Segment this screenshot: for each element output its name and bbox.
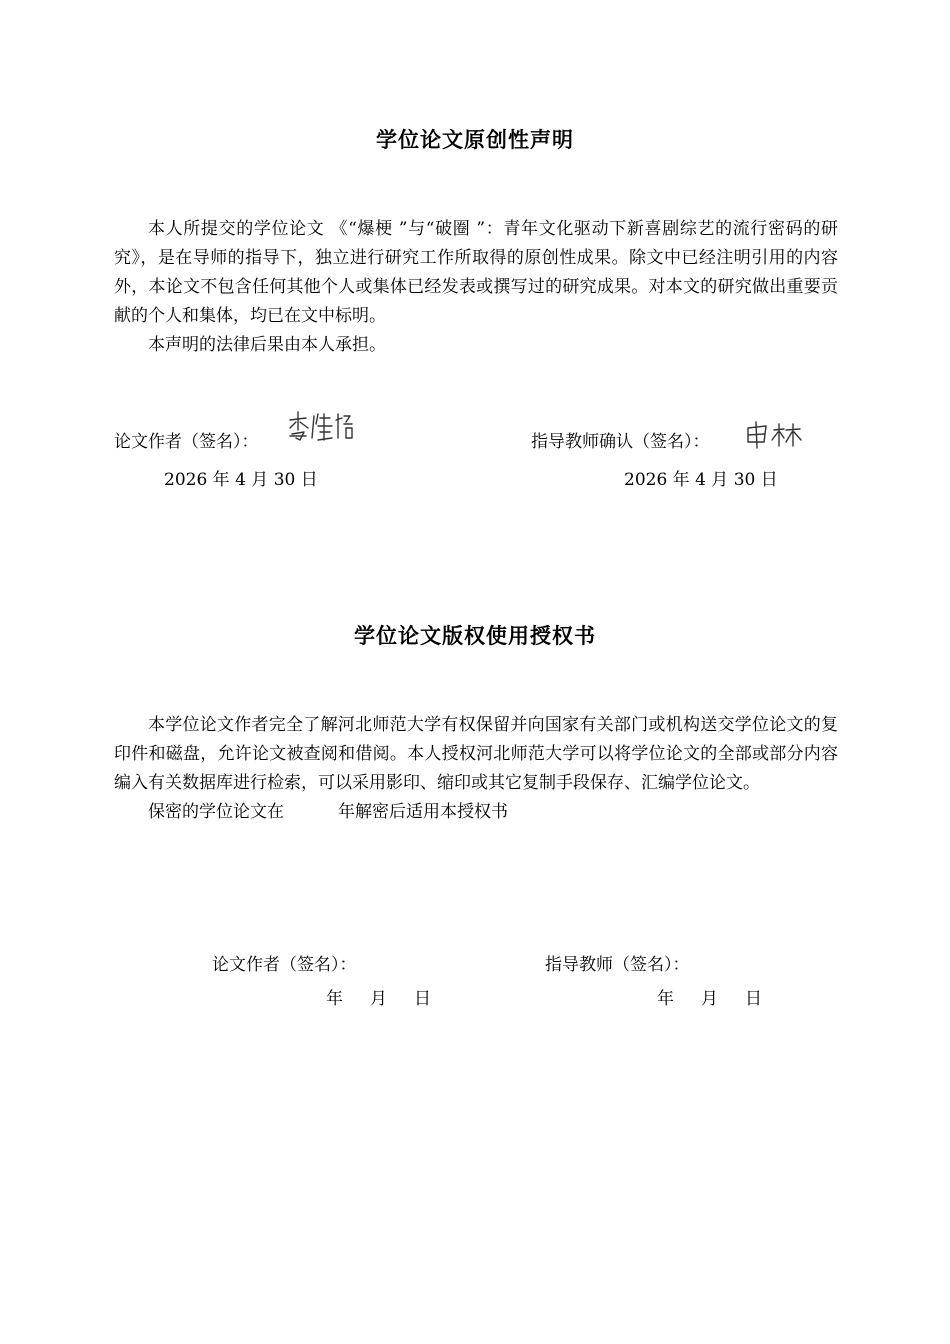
originality-body bbox=[114, 215, 838, 360]
copyright-author-sign-label: 论文作者（签名）： bbox=[212, 955, 357, 975]
copyright-title: 学位论文版权使用授权书 bbox=[354, 624, 596, 648]
author-signature-image bbox=[286, 408, 358, 446]
copyright-advisor-date: 年 月 日 bbox=[657, 989, 763, 1009]
copyright-paragraph-2: 保密的学位论文在 年解密后适用本授权书 bbox=[148, 802, 509, 822]
originality-title: 学位论文原创性声明 bbox=[376, 128, 574, 152]
copyright-author-date: 年 月 日 bbox=[326, 989, 432, 1009]
originality-author-sign-label: 论文作者（签名）： bbox=[114, 432, 259, 452]
copyright-body bbox=[114, 711, 838, 827]
advisor-signature-image bbox=[744, 420, 804, 450]
originality-paragraph-2: 本声明的法律后果由本人承担。 bbox=[148, 335, 386, 355]
copyright-paragraph-1: 本学位论文作者完全了解河北师范大学有权保留并向国家有关部门或机构送交学位论文的复印件和磁盘，允许论文被查阅和借阅。本人授权河北师范大学可以将学位论文的全部或部分内容编入有关数据库进行检索，可以采用影印、缩印或其它复制手段保存、汇编学位论文。 bbox=[114, 715, 838, 793]
originality-advisor-sign-label: 指导教师确认（签名）： bbox=[531, 432, 710, 452]
originality-advisor-date: 2026 年 4 月 30 日 bbox=[624, 470, 778, 490]
originality-paragraph-1: 本人所提交的学位论文 《“爆梗 ”与“破圈 ”：青年文化驱动下新喜剧综艺的流行密码的研究》，是在导师的指导下，独立进行研究工作所取得的原创性成果。除文中已经注明引用的内容外，本论文不包含任何其他个人或集体已经发表或撰写过的研究成果。对本文的研究做出重要贡献的个人和集体，均已在文中标明。 bbox=[114, 219, 838, 326]
copyright-advisor-sign-label: 指导教师（签名）： bbox=[545, 955, 690, 975]
originality-author-date: 2026 年 4 月 30 日 bbox=[164, 470, 318, 490]
